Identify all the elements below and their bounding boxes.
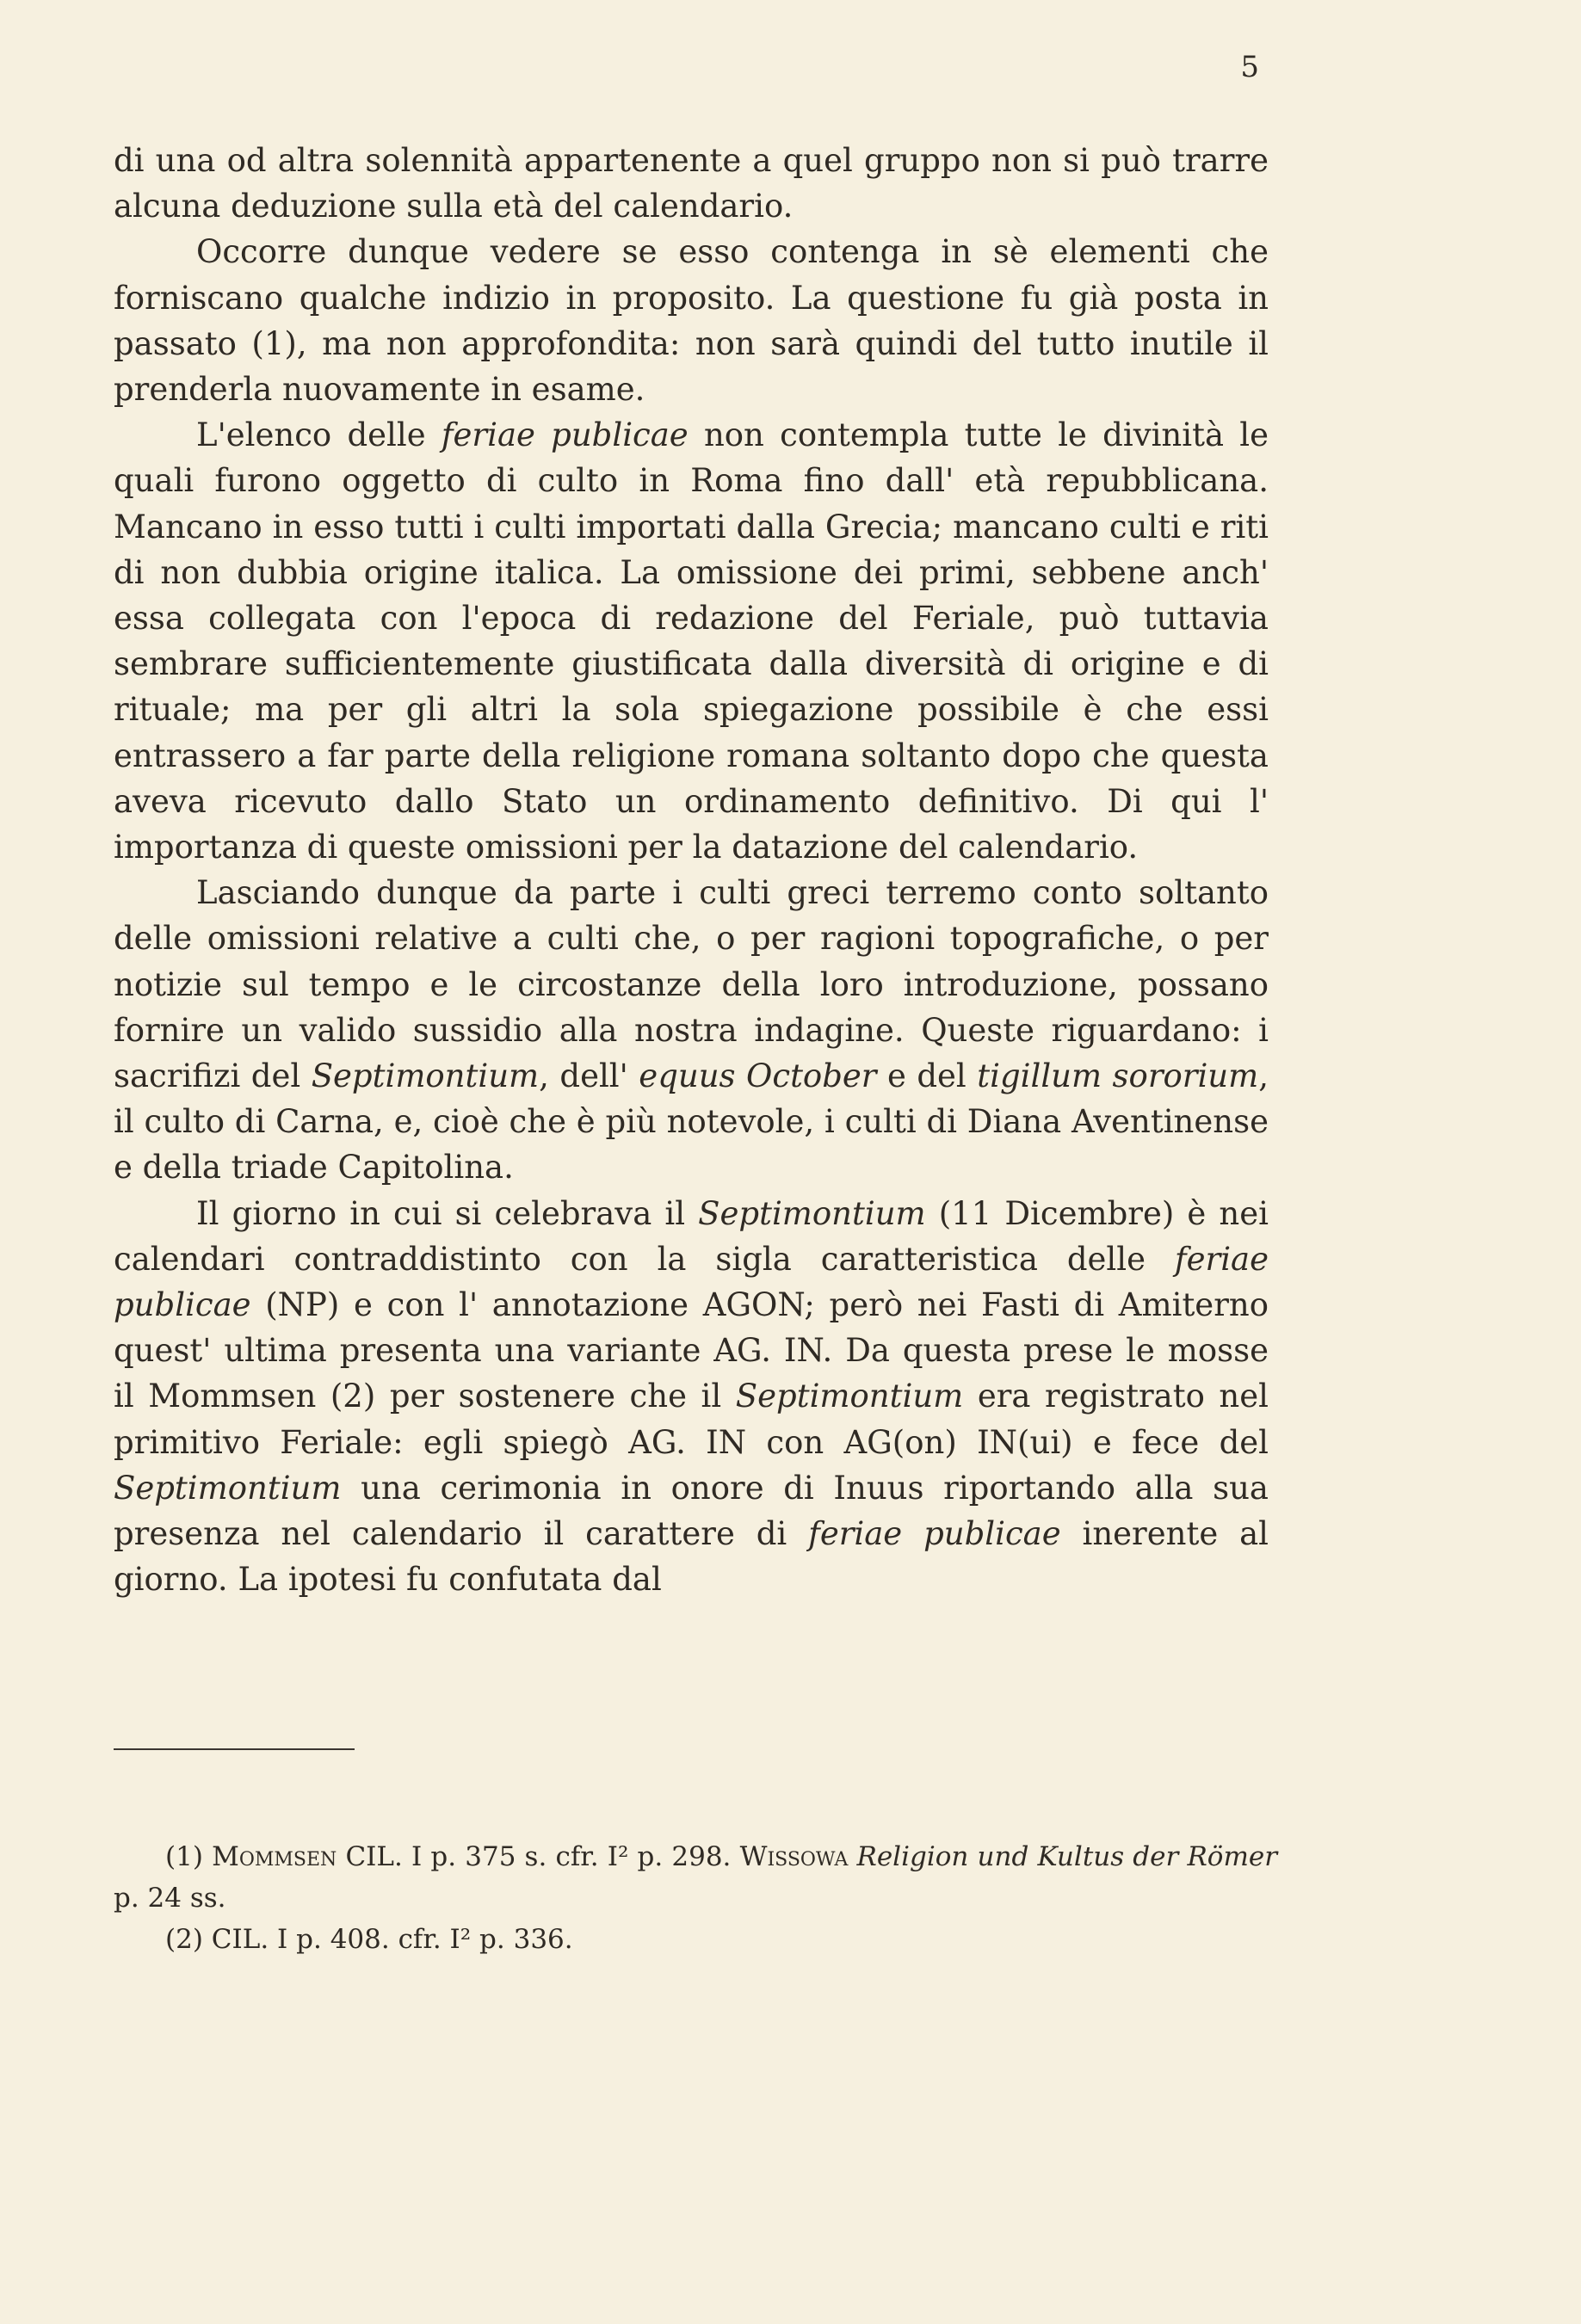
footnote-2-mark: (2): [165, 1924, 203, 1955]
footnote-1-book-title: Religion und Kultus der Römer: [856, 1841, 1278, 1872]
paragraph-3: [114, 412, 1269, 870]
paragraph-2-text: Occorre dunque vedere se esso contenga in sè elementi che forniscano qualche indizio in proposito. La questione fu già posta in passato (1), ma non approfondita: non sarà quindi del tutto inutile il prenderla nuovamente in esame.: [114, 233, 1269, 409]
footnote-1-second-author: Wissowa: [739, 1841, 849, 1872]
footnote-1-mark: (1): [165, 1841, 203, 1872]
footnote-1: [114, 1836, 1277, 1919]
main-text: [114, 138, 1269, 1603]
footnote-2-reference: CIL. I p. 408. cfr. I² p. 336.: [211, 1924, 573, 1955]
footnote-separator: [114, 1748, 355, 1750]
footnote-1-author: Mommsen: [212, 1841, 337, 1872]
footnote-1-pages: p. 24 ss.: [114, 1883, 226, 1914]
footnotes: [114, 1836, 1277, 1960]
page-number: 5: [1240, 50, 1259, 84]
paragraph-4: [114, 870, 1269, 1190]
paragraph-4-text: Lasciando dunque da parte i culti greci terremo conto soltanto delle omissioni relative a culti che, o per ragioni topografiche, o per notizie sul tempo e le circostanze della loro introduzione, possano fornire un valido sussidio alla nostra indagine. Queste riguardano: i sacrifizi del Septimontium, dell' equus October e del tigillum sororium, il culto di Carna, e, cioè che è più notevole, i culti di Diana Aventinense e della triade Capitolina.: [114, 874, 1269, 1187]
paragraph-5: [114, 1191, 1269, 1603]
paragraph-1: [114, 138, 1269, 229]
paragraph-2: [114, 229, 1269, 412]
footnote-1-reference: CIL. I p. 375 s. cfr. I² p. 298.: [345, 1841, 732, 1872]
footnote-2: [114, 1919, 1277, 1960]
paragraph-5-text: Il giorno in cui si celebrava il Septimontium (11 Dicembre) è nei calendari contraddistinto con la sigla caratteristica delle feriae publicae (NP) e con l' annotazione AGON; però nei Fasti di Amiterno quest' ultima presenta una variante AG. IN. Da questa prese le mosse il Mommsen (2) per sostenere che il Septimontium era registrato nel primitivo Feriale: egli spiegò AG. IN con AG(on) IN(ui) e fece del Septimontium una cerimonia in onore di Inuus riportando alla sua presenza nel calendario il carattere di feriae publicae inerente al giorno. La ipotesi fu confutata dal: [114, 1194, 1269, 1599]
paragraph-1-text: di una od altra solennità appartenente a quel gruppo non si può trarre alcuna deduzione sulla età del calendario.: [114, 142, 1269, 225]
paragraph-3-text: L'elenco delle feriae publicae non contempla tutte le divinità le quali furono oggetto di culto in Roma fino dall' età repubblicana. Mancano in esso tutti i culti importati dalla Grecia; mancano culti e riti di non dubbia origine italica. La omissione dei primi, sebbene anch' essa collegata con l'epoca di redazione del Feriale, può tuttavia sembrare sufficientemente giustificata dalla diversità di origine e di rituale; ma per gli altri la sola spiegazione possibile è che essi entrassero a far parte della religione romana soltanto dopo che questa aveva ricevuto dallo Stato un ordinamento definitivo. Di qui l' importanza di queste omissioni per la datazione del calendario.: [114, 416, 1269, 866]
